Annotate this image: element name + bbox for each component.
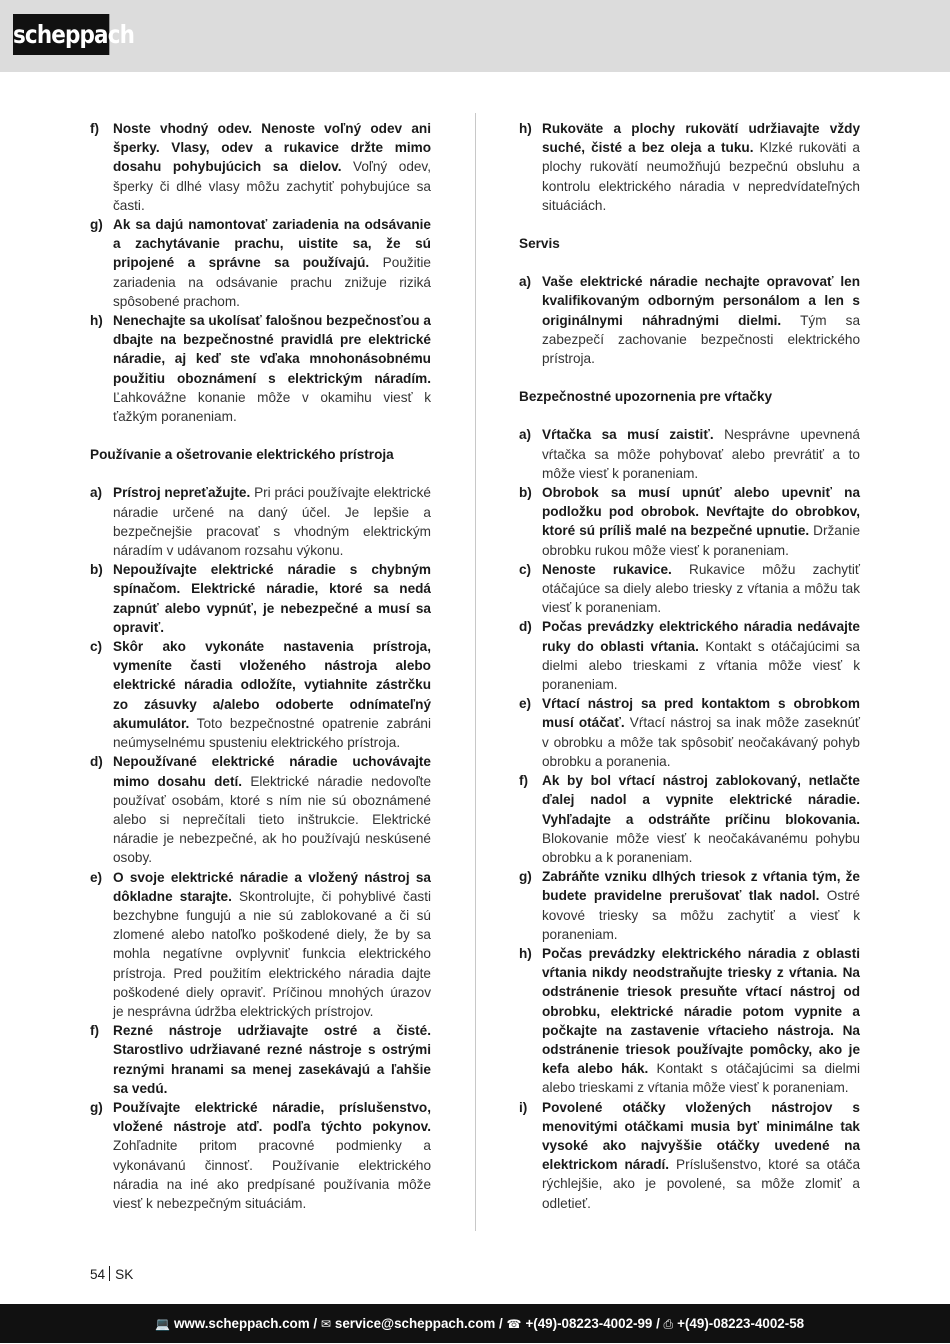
item-label: a) xyxy=(519,427,532,443)
fax-icon: ⎙ xyxy=(663,1317,674,1331)
item-label: d) xyxy=(90,754,103,770)
item-emphasis: Počas prevádzky elektrického náradia z oblasti vŕtania nikdy neodstraňujte triesky z vŕtania. Na odstránenie triesok presuňte vŕtací nástroj od obrobku, elektrické náradie potom vypnite a počkajte na zastavenie vŕtacieho nástroja. Na odstránenie triesok používajte pomôcky, ako je kefa alebo hák. xyxy=(542,945,860,1077)
item-text: Príslušenstvo, ktoré sa otáča rýchlejšie, ako je povolené, sa môže zlomiť a odletieť. xyxy=(542,1157,861,1211)
item-label: h) xyxy=(90,313,103,329)
language-code: SK xyxy=(115,1267,134,1282)
item-label: a) xyxy=(90,485,103,501)
phone-number: +(49)-08223-4002-99 / xyxy=(525,1316,660,1331)
item-emphasis: Nepoužívané elektrické náradie uchovávajte mimo dosahu detí. xyxy=(113,754,431,789)
item-label: c) xyxy=(519,561,532,577)
item-emphasis: Nenechajte sa ukolísať falošnou bezpečnosťou a dbajte na bezpečnostné pravidlá pre elektrické náradie, aj keď ste vďaka mnohonásobnému použitiu oboznámení s elektrickým náradím. xyxy=(113,313,431,386)
item-label: i) xyxy=(519,1099,528,1115)
item-text: Toto bezpečnostné opatrenie zabráni neúmyselnému spusteniu elektrického prístroja. xyxy=(113,715,431,751)
item-label: g) xyxy=(90,217,103,233)
item-emphasis: Vaše elektrické náradie nechajte opravovať len kvalifikovaným odborným personálom a len s originálnymi náhradnými dielmi. xyxy=(542,274,860,328)
item-label: b) xyxy=(90,562,103,578)
list-item xyxy=(90,1098,431,1213)
item-label: e) xyxy=(90,869,103,885)
item-text: Skontrolujte, či pohyblivé časti bezchybne fungujú a nie sú zablokované a či sú zlomené alebo natoľko poškodené diely, že by sa mohla negatívne ovplyvniť funkcia elektrického prístroja. Pred použitím elektrického náradia dajte poškodené diely opraviť. Príčinou mnohých úrazov je nesprávna údržba elektrických prístrojov. xyxy=(113,888,432,1019)
column-divider xyxy=(475,113,476,1231)
item-label: f) xyxy=(90,1023,100,1039)
item-emphasis: Noste vhodný odev. Nenoste voľný odev ani šperky. Vlasy, odev a rukavice držte mimo dosahu pohybujúcich sa dielov. xyxy=(113,121,431,175)
item-text: Pri práci používajte elektrické náradie určené na daný účel. Je lepšie a bezpečnejšie pracovať s vhodným elektrickým náradím v udávanom rozsahu výkonu. xyxy=(113,485,431,559)
item-list xyxy=(519,425,860,1212)
list-item xyxy=(90,119,431,215)
item-emphasis: Nenoste rukavice. xyxy=(542,561,672,577)
item-emphasis: Povolené otáčky vložených nástrojov s menovitými otáčkami musia byť minimálne tak vysoké ako najvyššie otáčky uvedené na elektrickom náradí. xyxy=(542,1099,860,1173)
list-item xyxy=(519,771,860,867)
item-text: Držanie obrobku rukou môže viesť k poraneniam. xyxy=(542,523,860,558)
contact-info xyxy=(155,1304,804,1344)
page-number xyxy=(90,1266,133,1283)
page-header xyxy=(0,0,950,72)
item-emphasis: Rezné nástroje udržiavajte ostré a čisté. Starostlivo udržiavané rezné nástroje s ostrými reznými hranami sa menej zasekávajú a ľahšie sa vedú. xyxy=(113,1023,431,1096)
item-text: Zohľadnite pritom pracovné podmienky a vykonávanú činnosť. Používanie elektrického náradia na iné ako predpísané používania môže viesť k nebezpečným situáciám. xyxy=(113,1138,431,1211)
item-emphasis: Ak sa dajú namontovať zariadenia na odsávanie a zachytávanie prachu, uistite sa, že sú pripojené a správne sa používajú. xyxy=(113,217,431,271)
page-number-separator xyxy=(109,1266,110,1281)
item-text: Kontakt s otáčajúcimi sa dielmi alebo trieskami z vŕtania môže viesť k poraneniam. xyxy=(542,638,860,693)
scheppach-logo: scheppach xyxy=(13,14,109,55)
item-text: Vŕtací nástroj sa inak môže zaseknúť v obrobku a môže tak spôsobiť neočakávaný pohyb obrobku a poranenia. xyxy=(542,715,860,769)
item-text: Použitie zariadenia na odsávanie prachu znižuje riziká spôsobené prachom. xyxy=(113,255,431,309)
item-text: Elektrické náradie nedovoľte používať osobám, ktoré s ním nie sú oboznámené alebo si neprečítali tieto inštrukcie. Elektrické náradie je nebezpečné, ak ho používajú neskúsené osoby. xyxy=(113,773,432,866)
item-emphasis: Počas prevádzky elektrického náradia nedávajte ruky do oblasti vŕtania. xyxy=(542,619,860,654)
item-emphasis: Zabráňte vzniku dlhých triesok z vŕtania tým, že budete pravidelne prerušovať tlak nadol. xyxy=(542,869,860,904)
list-item xyxy=(519,944,860,1098)
item-text: Tým sa zabezpečí zachovanie bezpečnosti elektrického prístroja. xyxy=(542,312,861,367)
list-item xyxy=(519,425,860,483)
list-item xyxy=(519,483,860,560)
item-label: g) xyxy=(90,1099,103,1115)
item-label: g) xyxy=(519,869,532,885)
contact-bar xyxy=(0,1304,950,1343)
item-label: h) xyxy=(519,945,532,961)
item-text: Ostré kovové triesky sa môžu zachytiť a viesť k poraneniam. xyxy=(542,888,860,942)
item-label: h) xyxy=(519,121,532,136)
item-emphasis: Nepoužívajte elektrické náradie s chybným spínačom. Elektrické náradie, ktoré sa nedá zapnúť alebo vypnúť, je nebezpečné a musí sa opraviť. xyxy=(113,562,431,635)
list-item xyxy=(90,1021,431,1098)
item-list xyxy=(90,483,431,1213)
list-item xyxy=(90,752,431,867)
item-emphasis: Vŕtačka sa musí zaistiť. xyxy=(542,427,714,443)
list-item xyxy=(519,119,860,215)
list-item xyxy=(519,617,860,694)
phone-icon: ☎ xyxy=(506,1317,522,1331)
list-item xyxy=(90,868,431,1022)
list-item xyxy=(519,694,860,771)
item-text: Rukavice môžu zachytiť otáčajúce sa diely alebo triesky z vŕtania a môžu tak viesť k poraneniam. xyxy=(542,561,860,616)
item-list xyxy=(519,119,860,215)
mail-icon: ✉ xyxy=(320,1317,331,1331)
item-label: e) xyxy=(519,696,532,712)
website-link[interactable]: www.scheppach.com / xyxy=(173,1316,318,1331)
right-column xyxy=(519,119,860,1213)
item-emphasis: Používajte elektrické náradie, príslušenstvo, vložené nástroje atď. podľa týchto pokynov. xyxy=(113,1099,431,1135)
item-label: a) xyxy=(519,274,532,290)
list-item xyxy=(519,560,860,618)
item-emphasis: Vŕtací nástroj sa pred kontaktom s obrobkom musí otáčať. xyxy=(542,696,860,731)
item-emphasis: Prístroj nepreťažujte. xyxy=(113,485,251,501)
item-emphasis: Skôr ako vykonáte nastavenia prístroja, vymeníte časti vloženého nástroja alebo elektrické náradia odložíte, vytiahnite zástrčku zo zásuvky a/alebo odoberte odnímateľný akumulátor. xyxy=(113,639,431,731)
list-item xyxy=(519,272,860,368)
item-label: b) xyxy=(519,485,532,501)
item-list xyxy=(90,119,431,426)
list-item xyxy=(90,637,431,752)
item-text: Klzké rukoväti a plochy rukovätí neumožňujú bezpečnú obsluhu a kontrolu elektrického náradia v nepredvídateľných situáciách. xyxy=(542,140,860,213)
list-item xyxy=(90,483,431,560)
list-item xyxy=(90,215,431,311)
list-item xyxy=(519,867,860,944)
page-number-value: 54 xyxy=(90,1267,106,1282)
left-column xyxy=(90,119,431,1213)
item-emphasis: Ak by bol vŕtací nástroj zablokovaný, netlačte ďalej nadol a vypnite elektrické náradie. Vyhľadajte a odstráňte príčinu blokovania. xyxy=(542,773,860,827)
computer-icon: 💻 xyxy=(155,1317,170,1331)
item-label: c) xyxy=(90,639,103,655)
item-label: f) xyxy=(519,773,529,789)
item-list xyxy=(519,272,860,368)
item-emphasis: O svoje elektrické náradie a vložený nástroj sa dôkladne starajte. xyxy=(113,869,431,904)
list-item xyxy=(90,311,431,426)
item-emphasis: Rukoväte a plochy rukovätí udržiavajte vždy suché, čisté a bez oleja a tuku. xyxy=(542,121,860,156)
item-text: Voľný odev, šperky či dlhé vlasy môžu zachytiť pohybujúce sa časti. xyxy=(113,159,431,213)
item-label: f) xyxy=(90,121,100,136)
item-text: Kontakt s otáčajúcimi sa dielmi alebo trieskami z vŕtania môže viesť k poraneniam. xyxy=(542,1061,860,1096)
fax-number: +(49)-08223-4002-58 xyxy=(677,1316,805,1331)
list-item xyxy=(90,560,431,637)
item-text: Ľahkovážne konanie môže v okamihu viesť k ťažkým poraneniam. xyxy=(113,389,431,425)
list-item xyxy=(519,1098,860,1213)
item-text: Blokovanie môže viesť k neočakávanému pohybu obrobku a k poraneniam. xyxy=(542,830,860,865)
item-text: Nesprávne upevnená vŕtačka sa môže pohybovať alebo prevrátiť a to môže viesť k poraneniam. xyxy=(542,427,860,481)
section-heading: Servis xyxy=(519,236,560,252)
section-heading: Bezpečnostné upozornenia pre vŕtačky xyxy=(519,389,773,405)
item-emphasis: Obrobok sa musí upnúť alebo upevniť na podložku pod obrobok. Nevŕtajte do obrobkov, ktoré sú príliš malé na bezpečné upnutie. xyxy=(542,485,860,539)
section-heading: Používanie a ošetrovanie elektrického prístroja xyxy=(90,447,394,463)
item-label: d) xyxy=(519,619,532,635)
email-link[interactable]: service@scheppach.com / xyxy=(334,1316,503,1331)
